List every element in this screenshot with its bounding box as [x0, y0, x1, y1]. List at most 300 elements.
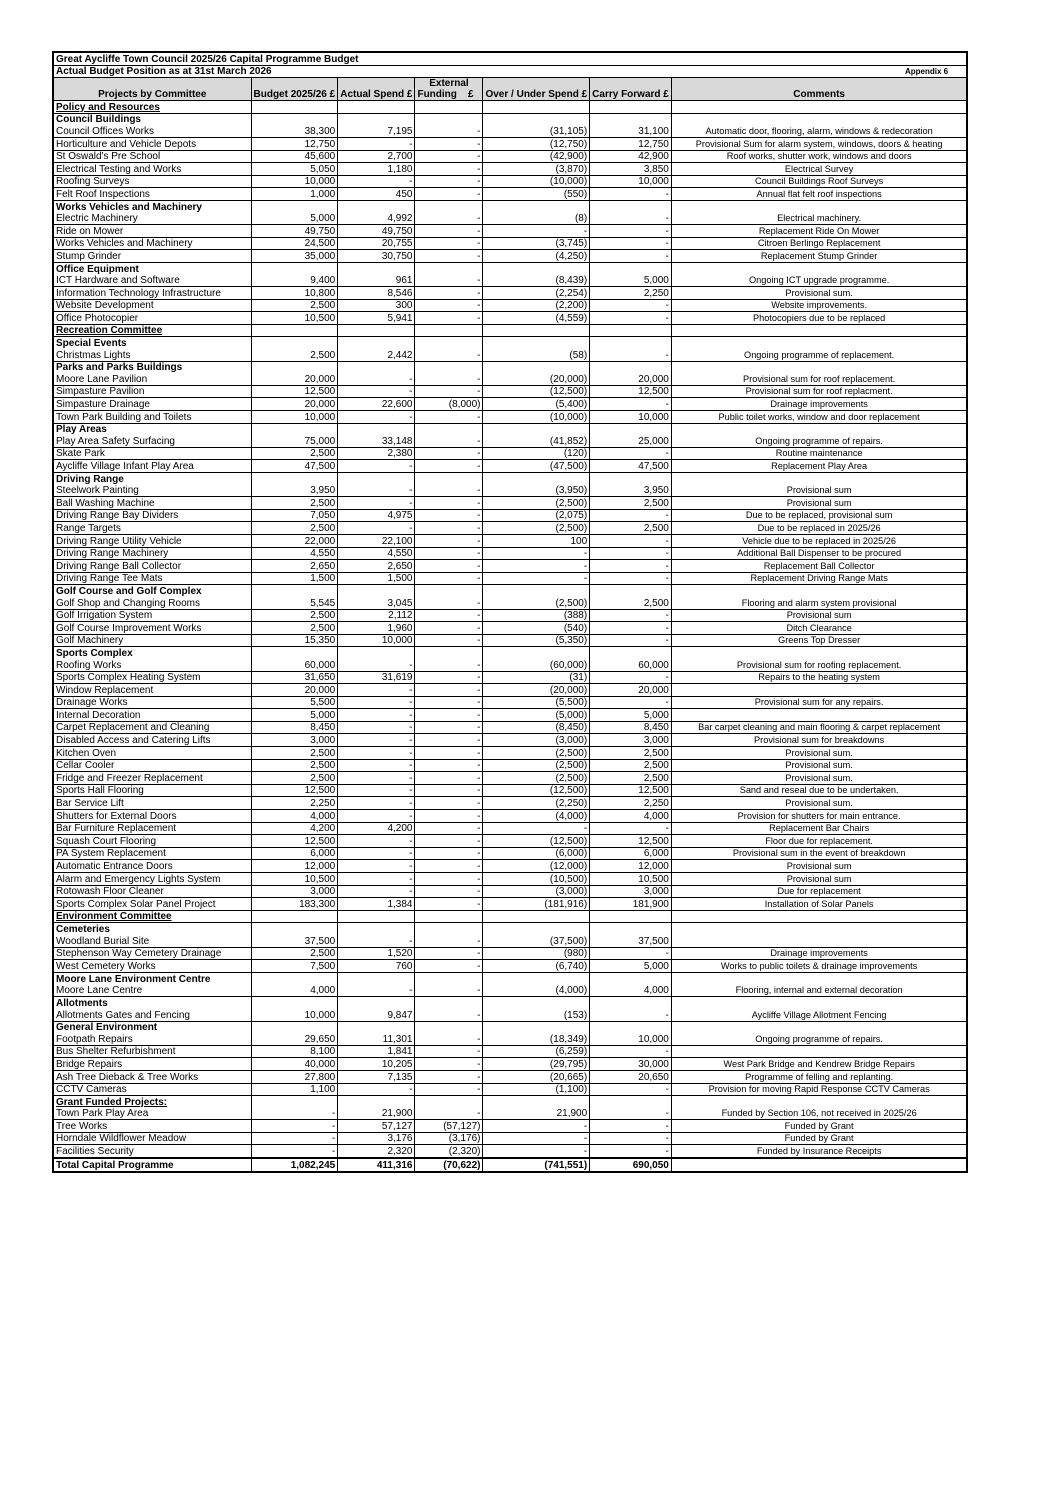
empty-cell — [415, 324, 483, 337]
budget-cell: 15,350 — [251, 634, 338, 647]
over-cell: (20,665) — [483, 1070, 590, 1083]
project-name: St Oswald's Pre School — [53, 150, 251, 163]
project-name: Bar Service Lift — [53, 797, 251, 810]
over-cell: 21,900 — [483, 1108, 590, 1120]
comment-cell: Provision for moving Rapid Response CCTV Cameras — [671, 1083, 967, 1096]
committee-title: Grant Funded Projects: — [56, 1096, 168, 1108]
carry-cell: - — [590, 534, 672, 547]
actual-cell: - — [338, 175, 415, 188]
empty-cell — [251, 1021, 338, 1033]
empty-cell — [338, 361, 415, 373]
comment-cell: Ongoing programme of repairs. — [671, 435, 967, 447]
project-name: Fridge and Freezer Replacement — [53, 772, 251, 785]
comment-cell: Electrical machinery. — [671, 213, 967, 225]
comment-cell: Provisional sum for any repairs. — [671, 696, 967, 709]
external-cell: - — [415, 684, 483, 697]
carry-cell: - — [590, 634, 672, 647]
actual-cell: 2,380 — [338, 447, 415, 460]
comment-cell: Provisional sum — [671, 497, 967, 510]
budget-cell: - — [251, 1120, 338, 1133]
subsection-label: Cemeteries — [53, 923, 251, 935]
carry-cell: - — [590, 237, 672, 250]
table-row — [53, 547, 967, 560]
empty-cell — [483, 910, 590, 923]
external-cell: - — [415, 797, 483, 810]
external-cell: - — [415, 1108, 483, 1120]
carry-cell: 2,250 — [590, 797, 672, 810]
over-cell: (3,950) — [483, 485, 590, 497]
over-cell: (2,500) — [483, 772, 590, 785]
budget-cell: 2,500 — [251, 497, 338, 510]
over-cell: (550) — [483, 188, 590, 201]
table-row — [53, 1120, 967, 1133]
over-cell: (41,852) — [483, 435, 590, 447]
over-cell: (5,400) — [483, 398, 590, 411]
over-cell: (58) — [483, 349, 590, 361]
actual-cell: 450 — [338, 188, 415, 201]
comment-cell: Provisional sum for breakdowns — [671, 734, 967, 747]
table-row — [53, 1083, 967, 1096]
empty-cell — [415, 1021, 483, 1033]
actual-cell: - — [338, 721, 415, 734]
empty-cell — [590, 200, 672, 212]
table-row — [53, 947, 967, 960]
project-name: Christmas Lights — [53, 349, 251, 361]
project-name: Driving Range Machinery — [53, 547, 251, 560]
subsection-label: Moore Lane Environment Centre — [53, 972, 251, 985]
carry-cell: 42,900 — [590, 150, 672, 163]
carry-cell: 2,500 — [590, 597, 672, 609]
subsection-label: Office Equipment — [53, 262, 251, 274]
comment-cell: West Park Bridge and Kendrew Bridge Repairs — [671, 1058, 967, 1071]
comment-cell: Installation of Solar Panels — [671, 898, 967, 911]
carry-cell: - — [590, 447, 672, 460]
project-name: Alarm and Emergency Lights System — [53, 873, 251, 886]
project-name: Steelwork Painting — [53, 485, 251, 497]
external-cell: - — [415, 709, 483, 722]
empty-cell — [415, 997, 483, 1009]
carry-cell: - — [590, 1083, 672, 1096]
external-cell: - — [415, 188, 483, 201]
budget-cell: 2,500 — [251, 772, 338, 785]
comment-cell: Provisional sum. — [671, 797, 967, 810]
actual-cell: - — [338, 709, 415, 722]
project-name: Works Vehicles and Machinery — [53, 237, 251, 250]
project-name: Facilities Security — [53, 1145, 251, 1158]
actual-cell: 300 — [338, 299, 415, 312]
over-cell: - — [483, 822, 590, 835]
table-row — [53, 671, 967, 684]
carry-cell: 20,650 — [590, 1070, 672, 1083]
external-cell: - — [415, 985, 483, 997]
table-row — [53, 935, 967, 947]
subsection-label: Council Buildings — [53, 113, 251, 125]
over-cell: - — [483, 560, 590, 573]
external-cell: - — [415, 873, 483, 886]
comment-cell: Provisional sum. — [671, 747, 967, 760]
comment-cell: Replacement Bar Chairs — [671, 822, 967, 835]
table-row — [53, 734, 967, 747]
comment-cell: Sand and reseal due to be undertaken. — [671, 784, 967, 797]
over-cell: (4,000) — [483, 810, 590, 823]
actual-cell: 3,176 — [338, 1132, 415, 1145]
comment-cell — [671, 1045, 967, 1058]
actual-cell: - — [338, 684, 415, 697]
comment-cell: Ongoing programme of replacement. — [671, 349, 967, 361]
external-cell: - — [415, 622, 483, 635]
empty-cell — [251, 113, 338, 125]
empty-cell — [590, 910, 672, 923]
actual-cell: 1,500 — [338, 572, 415, 585]
empty-cell — [483, 972, 590, 985]
carry-cell: - — [590, 250, 672, 263]
empty-cell — [338, 1021, 415, 1033]
table-row — [53, 349, 967, 361]
external-cell: - — [415, 125, 483, 137]
table-row — [53, 188, 967, 201]
empty-cell — [415, 101, 483, 114]
empty-cell — [590, 585, 672, 597]
subsection-label: General Environment — [53, 1021, 251, 1033]
external-cell: - — [415, 721, 483, 734]
actual-cell: 22,600 — [338, 398, 415, 411]
external-cell: - — [415, 447, 483, 460]
budget-cell: 49,750 — [251, 225, 338, 238]
project-name: Kitchen Oven — [53, 747, 251, 760]
subsection-row — [53, 923, 967, 935]
budget-cell: 7,500 — [251, 960, 338, 973]
budget-cell: 8,100 — [251, 1045, 338, 1058]
over-cell: - — [483, 547, 590, 560]
external-cell: - — [415, 1045, 483, 1058]
budget-cell: 38,300 — [251, 125, 338, 137]
empty-cell — [415, 337, 483, 349]
over-cell: (2,075) — [483, 509, 590, 522]
header-budget: Budget 2025/26 £ — [251, 78, 338, 101]
carry-cell: - — [590, 1045, 672, 1058]
project-name: Window Replacement — [53, 684, 251, 697]
budget-cell: 2,500 — [251, 622, 338, 635]
actual-cell: - — [338, 835, 415, 848]
actual-cell: 2,442 — [338, 349, 415, 361]
table-row — [53, 213, 967, 225]
table-row — [53, 560, 967, 573]
carry-cell: 3,850 — [590, 163, 672, 176]
project-name: Play Area Safety Surfacing — [53, 435, 251, 447]
budget-cell: 2,500 — [251, 747, 338, 760]
empty-cell — [483, 262, 590, 274]
comment-cell: Replacement Driving Range Mats — [671, 572, 967, 585]
external-cell: (57,127) — [415, 1120, 483, 1133]
budget-cell: 9,400 — [251, 275, 338, 287]
project-name: Aycliffe Village Infant Play Area — [53, 460, 251, 473]
subsection-row — [53, 997, 967, 1009]
external-cell: - — [415, 947, 483, 960]
external-cell: - — [415, 860, 483, 873]
empty-cell — [590, 1021, 672, 1033]
empty-cell — [590, 361, 672, 373]
empty-cell — [251, 423, 338, 435]
empty-cell — [338, 972, 415, 985]
over-cell: (29,795) — [483, 1058, 590, 1071]
table-row — [53, 1108, 967, 1120]
carry-cell: 2,500 — [590, 772, 672, 785]
external-cell: - — [415, 822, 483, 835]
empty-cell — [251, 585, 338, 597]
table-row — [53, 1009, 967, 1021]
committee-title: Recreation Committee — [56, 325, 163, 337]
comment-cell: Ongoing ICT upgrade programme. — [671, 275, 967, 287]
table-row — [53, 163, 967, 176]
document-title: Great Aycliffe Town Council 2025/26 Capital Programme Budget — [53, 52, 967, 65]
external-cell: - — [415, 960, 483, 973]
actual-cell: - — [338, 373, 415, 385]
actual-cell: - — [338, 935, 415, 947]
external-cell: - — [415, 225, 483, 238]
comment-cell: Provisional sum in the event of breakdown — [671, 847, 967, 860]
actual-cell: 31,619 — [338, 671, 415, 684]
empty-cell — [483, 997, 590, 1009]
external-cell: - — [415, 1058, 483, 1071]
actual-cell: 760 — [338, 960, 415, 973]
actual-cell: - — [338, 797, 415, 810]
table-row — [53, 609, 967, 622]
actual-cell: - — [338, 659, 415, 671]
over-cell: (1,100) — [483, 1083, 590, 1096]
external-cell: - — [415, 572, 483, 585]
empty-cell — [590, 972, 672, 985]
external-cell: (70,622) — [415, 1158, 483, 1172]
budget-cell: 1,100 — [251, 1083, 338, 1096]
comment-cell: Due for replacement — [671, 885, 967, 898]
budget-cell: 29,650 — [251, 1033, 338, 1045]
actual-cell: - — [338, 497, 415, 510]
budget-cell: 10,500 — [251, 873, 338, 886]
project-name: Golf Irrigation System — [53, 609, 251, 622]
empty-cell — [251, 337, 338, 349]
project-name: Ride on Mower — [53, 225, 251, 238]
actual-cell: 30,750 — [338, 250, 415, 263]
external-cell: - — [415, 898, 483, 911]
budget-cell: 4,000 — [251, 985, 338, 997]
table-row — [53, 810, 967, 823]
table-row — [53, 299, 967, 312]
external-cell: - — [415, 509, 483, 522]
external-cell: - — [415, 250, 483, 263]
project-name: Internal Decoration — [53, 709, 251, 722]
budget-cell: - — [251, 1132, 338, 1145]
empty-cell — [671, 585, 967, 597]
table-row — [53, 847, 967, 860]
carry-cell: - — [590, 560, 672, 573]
actual-cell: 8,546 — [338, 287, 415, 300]
actual-cell: - — [338, 847, 415, 860]
budget-cell: - — [251, 1145, 338, 1158]
subsection-row — [53, 200, 967, 212]
project-name: West Cemetery Works — [53, 960, 251, 973]
table-row — [53, 721, 967, 734]
empty-cell — [338, 647, 415, 659]
empty-cell — [483, 200, 590, 212]
external-cell: - — [415, 784, 483, 797]
table-row — [53, 373, 967, 385]
empty-cell — [483, 423, 590, 435]
over-cell: (31,105) — [483, 125, 590, 137]
project-name: Driving Range Bay Dividers — [53, 509, 251, 522]
project-name: Ball Washing Machine — [53, 497, 251, 510]
carry-cell: - — [590, 299, 672, 312]
actual-cell: 7,135 — [338, 1070, 415, 1083]
actual-cell: - — [338, 772, 415, 785]
external-cell: - — [415, 696, 483, 709]
empty-cell — [251, 262, 338, 274]
project-name: PA System Replacement — [53, 847, 251, 860]
subsection-label: Driving Range — [53, 473, 251, 485]
table-row — [53, 1070, 967, 1083]
carry-cell: - — [590, 822, 672, 835]
table-row — [53, 150, 967, 163]
over-cell: (980) — [483, 947, 590, 960]
comment-cell: Floor due for replacement. — [671, 835, 967, 848]
empty-cell — [483, 361, 590, 373]
budget-cell: 7,050 — [251, 509, 338, 522]
over-cell: (4,559) — [483, 312, 590, 325]
comment-cell: Ditch Clearance — [671, 622, 967, 635]
carry-cell: 20,000 — [590, 684, 672, 697]
carry-cell: 12,000 — [590, 860, 672, 873]
project-name: Golf Machinery — [53, 634, 251, 647]
carry-cell: 4,000 — [590, 985, 672, 997]
committee-label — [53, 101, 251, 114]
empty-cell — [251, 324, 338, 337]
carry-cell: 8,450 — [590, 721, 672, 734]
budget-cell: 27,800 — [251, 1070, 338, 1083]
empty-cell — [251, 1096, 338, 1108]
empty-cell — [483, 113, 590, 125]
committee-label — [53, 1096, 251, 1108]
committee-label — [53, 324, 251, 337]
project-name: Bar Furniture Replacement — [53, 822, 251, 835]
table-row — [53, 250, 967, 263]
subsection-label: Parks and Parks Buildings — [53, 361, 251, 373]
comment-cell: Bar carpet cleaning and main flooring & carpet replacement — [671, 721, 967, 734]
empty-cell — [415, 1096, 483, 1108]
external-cell: - — [415, 835, 483, 848]
empty-cell — [590, 473, 672, 485]
carry-cell: 2,500 — [590, 747, 672, 760]
carry-cell: 25,000 — [590, 435, 672, 447]
actual-cell: - — [338, 759, 415, 772]
table-row — [53, 985, 967, 997]
project-name: Electric Machinery — [53, 213, 251, 225]
carry-cell: 690,050 — [590, 1158, 672, 1172]
empty-cell — [338, 1096, 415, 1108]
empty-cell — [338, 337, 415, 349]
empty-cell — [338, 200, 415, 212]
budget-cell: 22,000 — [251, 534, 338, 547]
carry-cell: 5,000 — [590, 275, 672, 287]
comment-cell: Provisional sum — [671, 609, 967, 622]
empty-cell — [671, 113, 967, 125]
over-cell: (3,000) — [483, 734, 590, 747]
carry-cell: 3,000 — [590, 885, 672, 898]
header-comments: Comments — [671, 78, 967, 101]
over-cell: (10,000) — [483, 175, 590, 188]
over-cell: (741,551) — [483, 1158, 590, 1172]
empty-cell — [590, 1096, 672, 1108]
comment-cell: Drainage improvements — [671, 947, 967, 960]
carry-cell: 4,000 — [590, 810, 672, 823]
actual-cell: - — [338, 485, 415, 497]
over-cell: (120) — [483, 447, 590, 460]
empty-cell — [483, 473, 590, 485]
project-name: Rotowash Floor Cleaner — [53, 885, 251, 898]
budget-cell: 24,500 — [251, 237, 338, 250]
over-cell: (181,916) — [483, 898, 590, 911]
project-name: Simpasture Drainage — [53, 398, 251, 411]
table-row — [53, 385, 967, 398]
over-cell: (12,500) — [483, 835, 590, 848]
comment-cell: Provisional Sum for alarm system, windows, doors & heating — [671, 137, 967, 150]
table-row — [53, 1033, 967, 1045]
empty-cell — [590, 101, 672, 114]
comment-cell: Provisional sum for roofing replacement. — [671, 659, 967, 671]
subsection-row — [53, 113, 967, 125]
carry-cell: 10,000 — [590, 175, 672, 188]
empty-cell — [338, 923, 415, 935]
project-name: Moore Lane Centre — [53, 985, 251, 997]
budget-cell: 31,650 — [251, 671, 338, 684]
carry-cell: - — [590, 312, 672, 325]
empty-cell — [483, 1021, 590, 1033]
carry-cell: - — [590, 1145, 672, 1158]
carry-cell: 2,500 — [590, 497, 672, 510]
carry-cell: - — [590, 225, 672, 238]
empty-cell — [590, 423, 672, 435]
empty-cell — [590, 997, 672, 1009]
header-external-funding: Funding — [417, 89, 457, 101]
external-cell: (2,320) — [415, 1145, 483, 1158]
empty-cell — [671, 1096, 967, 1108]
project-name: Electrical Testing and Works — [53, 163, 251, 176]
comment-cell: Automatic door, flooring, alarm, windows & redecoration — [671, 125, 967, 137]
budget-cell: 6,000 — [251, 847, 338, 860]
actual-cell: - — [338, 385, 415, 398]
carry-cell: - — [590, 1108, 672, 1120]
actual-cell: 9,847 — [338, 1009, 415, 1021]
project-name: CCTV Cameras — [53, 1083, 251, 1096]
project-name: Footpath Repairs — [53, 1033, 251, 1045]
empty-cell — [338, 473, 415, 485]
project-name: Town Park Play Area — [53, 1108, 251, 1120]
table-row — [53, 460, 967, 473]
budget-cell: 10,800 — [251, 287, 338, 300]
table-row — [53, 709, 967, 722]
project-name: Horticulture and Vehicle Depots — [53, 137, 251, 150]
carry-cell: - — [590, 188, 672, 201]
empty-cell — [251, 923, 338, 935]
table-row — [53, 522, 967, 535]
empty-cell — [415, 972, 483, 985]
empty-cell — [415, 262, 483, 274]
over-cell: (4,250) — [483, 250, 590, 263]
carry-cell: - — [590, 622, 672, 635]
table-row — [53, 684, 967, 697]
comment-cell: Programme of felling and replanting. — [671, 1070, 967, 1083]
project-name: Golf Course Improvement Works — [53, 622, 251, 635]
carry-cell: - — [590, 947, 672, 960]
table-row — [53, 1145, 967, 1158]
